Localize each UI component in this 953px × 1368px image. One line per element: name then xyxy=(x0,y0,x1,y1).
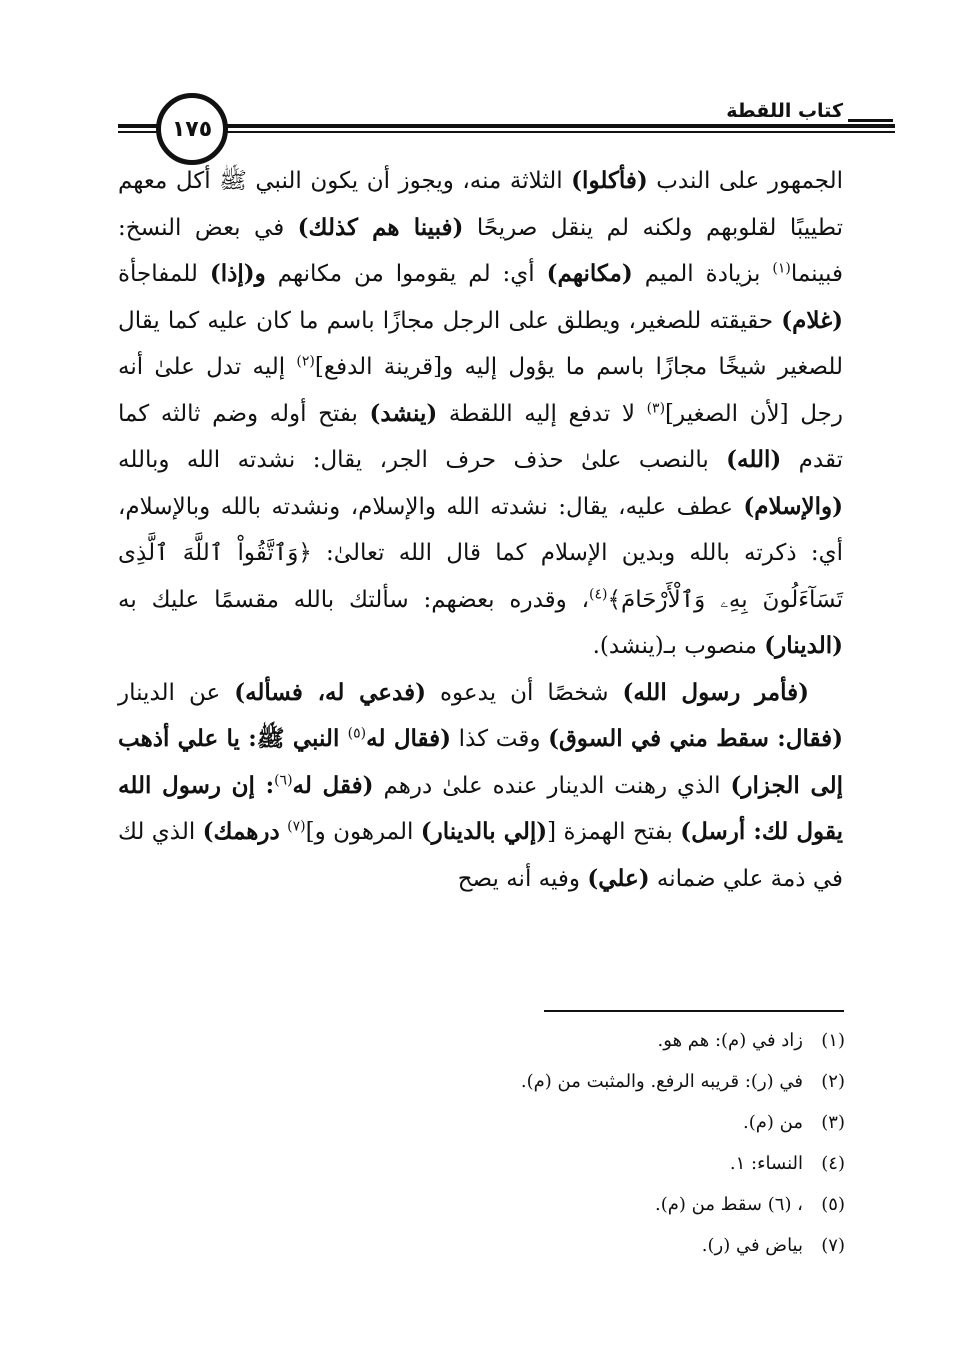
text-run: المرهون و] xyxy=(305,819,421,845)
bold-run: (والإسلام) xyxy=(743,492,843,520)
text-run: ، وقدره بعضهم: سألتك بالله مقسمًا عليك به xyxy=(118,586,590,613)
text-run: بفتح الهمزة [ xyxy=(547,819,681,845)
footnotes xyxy=(300,1020,845,1266)
bold-run: درهمك) xyxy=(202,818,280,845)
text-run: إليه تدل علىٰ أنه رجل [لأن الصغير] xyxy=(118,354,843,427)
footnote-text: النساء: ١. xyxy=(729,1153,803,1174)
footnote-item xyxy=(300,1020,845,1061)
header-rule-right-thin xyxy=(215,131,895,133)
text-run: شخصًا أن يدعوه xyxy=(425,679,623,706)
text-run: وفيه أنه يصح xyxy=(457,865,588,892)
bold-run: و(إذا) xyxy=(209,260,266,287)
text-run: عن الدينار xyxy=(118,679,235,706)
text-run: وقت كذا xyxy=(451,726,549,752)
footnote-ref-7[interactable]: (٧) xyxy=(287,818,306,835)
bold-run: (فدعي له، فسأله) xyxy=(234,678,426,706)
footnote-mark: (٥) xyxy=(821,1194,845,1215)
bold-run: : إن رسول الله يقول لك: أرسل) xyxy=(118,771,843,845)
text-run: بالنصب علىٰ حذف حرف الجر، يقال: نشدته الله وبالله xyxy=(118,447,727,473)
footnote-separator xyxy=(544,1010,844,1012)
header-rule-tail xyxy=(848,119,893,122)
footnote-text: بياض في (ر). xyxy=(701,1235,803,1256)
text-run: في بعض النسخ: فبينما xyxy=(118,214,843,287)
bold-run: (الله) xyxy=(726,446,782,473)
quran-verse: ﴿وَٱتَّقُواْ ٱللَّهَ ٱلَّذِى تَسَآءَلُونَ بِهِۦ وَٱلْأَرْحَامَ﴾ xyxy=(118,540,843,613)
text-run: منصوب بـ(ينشد). xyxy=(592,633,765,659)
footnote-text: ، (٦) سقط من (م). xyxy=(655,1194,803,1215)
bold-run: (إلي بالدينار) xyxy=(420,818,548,845)
footnote-item xyxy=(300,1061,845,1102)
footnote-item xyxy=(300,1143,845,1184)
footnote-mark: (٧) xyxy=(821,1235,845,1256)
bold-run: (فقال له xyxy=(366,725,452,752)
text-run: بفتح أوله وضم ثالثه كما تقدم xyxy=(118,400,843,473)
header-rule-right xyxy=(215,124,895,128)
header-rule-left xyxy=(118,124,158,128)
footnote-ref-5[interactable]: (٥) xyxy=(347,725,367,742)
bold-run: (علي) xyxy=(587,864,650,892)
bold-run: (فقل له xyxy=(292,771,374,799)
footnote-ref-1[interactable]: (١) xyxy=(772,260,791,277)
footnote-mark: (٤) xyxy=(821,1153,845,1174)
bold-run: (فأمر رسول الله) xyxy=(622,678,809,706)
text-run: عطف عليه، يقال: نشدته الله والإسلام، ونشدته بالله وبالإسلام، أي: ذكرته بالله وبدين الإسلام كما قال الله تعالىٰ: xyxy=(118,493,843,566)
bold-run: (ينشد) xyxy=(369,399,438,427)
page-number: ١٧٥ xyxy=(156,93,228,165)
paragraph-1 xyxy=(118,158,843,670)
text-run: حقيقته للصغير، ويطلق على الرجل مجازًا باسم ما كان عليه كما يقال للصغير شيخًا مجازًا باسم ما يؤول إليه و[قرينة الدفع] xyxy=(118,307,843,380)
footnote-text: زاد في (م): هم هو. xyxy=(657,1030,803,1051)
footnote-item xyxy=(300,1225,845,1266)
footnote-item xyxy=(300,1102,845,1143)
footnote-item xyxy=(300,1184,845,1225)
text-run: الجمهور على الندب xyxy=(647,168,843,194)
bold-run: (فأكلوا) xyxy=(571,167,648,194)
running-header-title: كتاب اللقطة xyxy=(718,100,843,122)
footnote-mark: (٢) xyxy=(821,1071,845,1092)
footnote-ref-2[interactable]: (٢) xyxy=(296,353,315,370)
footnote-ref-3[interactable]: (٣) xyxy=(646,399,666,416)
bold-run: (الدينار) xyxy=(764,632,843,659)
bold-run: (غلام) xyxy=(781,306,843,334)
bold-run: (فبينا هم كذلك) xyxy=(297,213,464,241)
paragraph-2 xyxy=(118,670,843,903)
text-run: بزيادة الميم xyxy=(632,261,773,287)
text-run: لا تدفع إليه اللقطة xyxy=(437,400,647,427)
footnote-ref-4[interactable]: (٤) xyxy=(589,585,608,602)
footnote-ref-6[interactable]: (٦) xyxy=(274,771,293,788)
text-run: الذي رهنت الدينار عنده علىٰ درهم xyxy=(373,772,731,799)
header-rule-left-thin xyxy=(118,131,158,133)
footnote-text: من (م). xyxy=(743,1112,803,1133)
bold-run: (مكانهم) xyxy=(546,260,633,287)
bold-run: النبي ﷺ: يا علي أذهب إلى الجزار) xyxy=(118,725,844,799)
footnote-text: في (ر): قريبه الرفع. والمثبت من (م). xyxy=(520,1071,803,1092)
text-run: أي: لم يقوموا من مكانهم xyxy=(265,261,547,287)
text-run: الذي لك في ذمة علي ضمانه xyxy=(118,819,843,892)
bold-run: (فقال: سقط مني في السوق) xyxy=(548,725,843,752)
footnote-mark: (١) xyxy=(821,1030,845,1051)
footnote-mark: (٣) xyxy=(821,1112,845,1133)
text-run: للمفاجأة xyxy=(118,261,210,287)
text-run: الثلاثة منه، ويجوز أن يكون النبي ﷺ أكل معهم تطييبًا لقلوبهم ولكنه لم ينقل صريحًا xyxy=(118,168,843,241)
main-text xyxy=(118,158,843,902)
text-run xyxy=(280,819,287,845)
